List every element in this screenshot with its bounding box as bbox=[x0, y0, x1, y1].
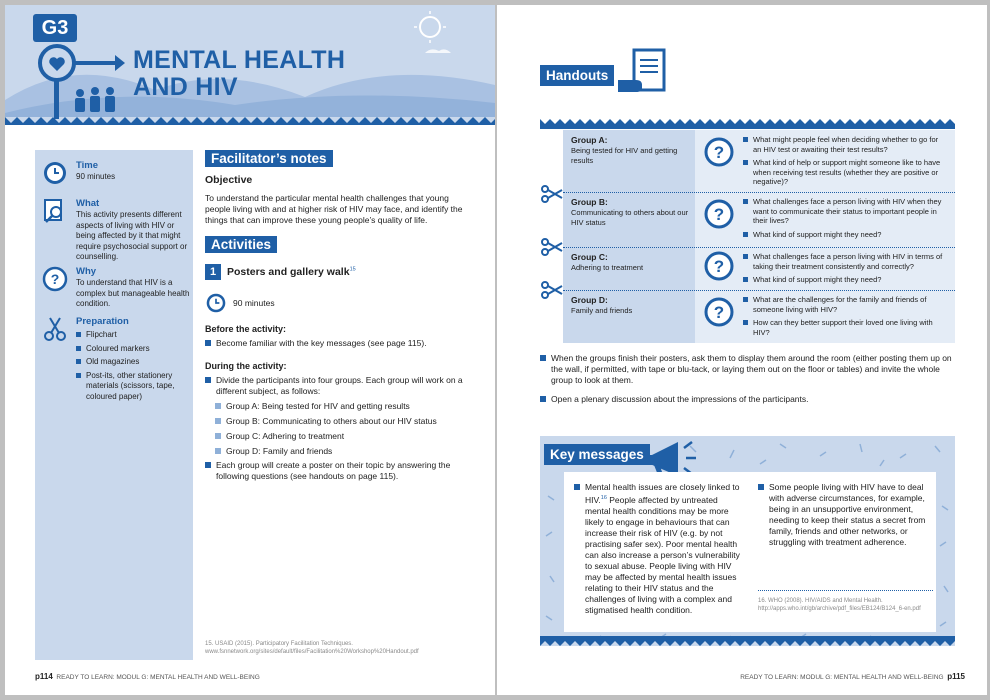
what-text: This activity presents different aspects of living with HIV or being affected by it that might require psychosocial support or counselling. bbox=[76, 210, 188, 261]
question-icon bbox=[703, 198, 735, 230]
list-item: What kind of support might they need? bbox=[743, 230, 948, 240]
page-footer: READY TO LEARN: MODUL G: MENTAL HEALTH AND WELL-BEING p115 bbox=[740, 672, 965, 681]
question-icon bbox=[703, 250, 735, 282]
key-message-left: Mental health issues are closely linked to HIV.$^{16}$ People affected by untreated mental health conditions may be more likely to engage in behaviours that can increase their risk of HIV (e.g. by not practising safer sex). Poor mental health can also increase a person’s vulnerability to sexual abuse. People living with HIV may be affected by mental health issues relating to their HIV status and the challenges of living with a complex and stigmatised health condition. bbox=[574, 482, 742, 616]
signpost-icon bbox=[35, 41, 135, 121]
svg-text:?: ? bbox=[713, 257, 725, 276]
activity-header bbox=[205, 264, 475, 280]
list-item: Open a plenary discussion about the impressions of the participants. bbox=[540, 394, 955, 405]
list-item: Each group will create a poster on their topic by answering the following questions (see handouts on page 115). bbox=[205, 460, 475, 482]
handouts-table: Group A: Being tested for HIV and getting results ? What might people feel when deciding whether to go for an HIV test or awaiting their test results? What kind of help or support might someone like to have when receiving test results (whether they are positive or negative)? Group B: Communicating to others about our HIV status ? What challenges face a person living with HIV when they want to communicate their status to important people in their lives? What kind of support might they need? Group C: Adhering to treatment ? What challenges face a person living with HIV in terms of taking their treatment consistently and correctly? What kind of support might they need? Group D: Family and friends ? What are the challenges for the family and friends of someone living with HIV? How can they better support their loved one living with HIV? bbox=[563, 130, 955, 343]
objective-text: To understand the particular mental health challenges that young people living with and at higher risk of HIV may face, and identify the things that can improve these young people’s quality of life. bbox=[205, 193, 463, 225]
facilitator-notes-heading: Facilitator’s notes bbox=[205, 150, 333, 167]
svg-text:?: ? bbox=[50, 271, 60, 287]
list-item: Old magazines bbox=[76, 357, 192, 368]
list-item: How can they better support their loved one living with HIV? bbox=[743, 318, 948, 337]
footnote: 15. USAID (2015). Participatory Facilitation Techniques. www.fsnnetwork.org/sites/default/files/Facilitation%20Workshop%20Handout.pdf bbox=[205, 641, 419, 655]
left-page bbox=[5, 5, 495, 695]
list-item: What kind of support might they need? bbox=[743, 275, 948, 285]
clock-icon bbox=[42, 160, 68, 186]
activities-heading: Activities bbox=[205, 236, 277, 253]
list-item: Group A: Being tested for HIV and getting results bbox=[215, 401, 475, 412]
module-badge: G3 bbox=[33, 14, 77, 42]
svg-text:?: ? bbox=[713, 303, 725, 322]
question-icon bbox=[42, 266, 68, 292]
key-messages-box bbox=[540, 436, 955, 646]
time-value: 90 minutes bbox=[76, 172, 116, 181]
list-item: What kind of help or support might someone like to have when receiving test results (whether they are positive or negative)? bbox=[743, 158, 948, 187]
groups-list bbox=[215, 401, 475, 457]
list-item: When the groups finish their posters, ask them to display them around the room (either posting them up on the wall, if permitted, with tape or blu-tack, or laying them out on the floor or tables) and invite the whole group to look at them. bbox=[540, 353, 955, 386]
magnifier-document-icon bbox=[42, 198, 68, 224]
list-item: Coloured markers bbox=[76, 344, 192, 355]
zigzag-border bbox=[540, 636, 955, 646]
cut-line bbox=[563, 192, 955, 193]
list-item: Group C: Adhering to treatment bbox=[215, 431, 475, 442]
list-item: What challenges face a person living with HIV in terms of taking their treatment consistently and correctly? bbox=[743, 252, 948, 271]
activity-title: Posters and gallery walk bbox=[227, 265, 350, 278]
list-item: Flipchart bbox=[76, 330, 192, 341]
activity-number: 1 bbox=[205, 264, 221, 280]
scissors-icon bbox=[541, 238, 563, 256]
list-item: Become familiar with the key messages (see page 115). bbox=[205, 338, 475, 349]
page-title: MENTAL HEALTH AND HIV bbox=[133, 46, 346, 101]
preparation-label: Preparation bbox=[76, 316, 129, 327]
activity-time: 90 minutes bbox=[205, 292, 475, 316]
scissors-icon bbox=[541, 281, 563, 299]
what-label: What bbox=[76, 198, 100, 209]
svg-text:?: ? bbox=[713, 205, 725, 224]
handout-document-icon bbox=[614, 46, 674, 106]
main-content bbox=[205, 150, 475, 482]
after-instructions bbox=[540, 350, 955, 405]
question-icon bbox=[703, 136, 735, 168]
list-item: What are the challenges for the family and friends of someone living with HIV? bbox=[743, 295, 948, 314]
footnote-ref: 15 bbox=[349, 266, 356, 273]
header-band bbox=[5, 5, 495, 125]
key-messages-content bbox=[564, 472, 936, 632]
right-page bbox=[497, 5, 987, 695]
key-messages-heading: Key messages bbox=[544, 444, 650, 465]
list-item: What challenges face a person living with HIV when they want to communicate their status to important people in their lives? bbox=[743, 197, 948, 226]
zigzag-border bbox=[540, 119, 955, 129]
page-number: p115 bbox=[947, 672, 965, 681]
objective-heading: Objective bbox=[205, 174, 253, 186]
svg-text:?: ? bbox=[713, 143, 725, 162]
clock-icon bbox=[205, 292, 227, 314]
before-heading: Before the activity: bbox=[205, 324, 287, 334]
list-item: Divide the participants into four groups. Each group will work on a different subject, as follows: bbox=[205, 375, 475, 397]
cut-line bbox=[563, 247, 955, 248]
page-footer: p114 READY TO LEARN: MODUL G: MENTAL HEALTH AND WELL-BEING bbox=[35, 672, 260, 681]
during-heading: During the activity: bbox=[205, 361, 287, 371]
cut-line bbox=[563, 290, 955, 291]
why-label: Why bbox=[76, 266, 97, 277]
page-number: p114 bbox=[35, 672, 53, 681]
key-message-right: Some people living with HIV have to deal with adverse circumstances, for example, being in an unsupportive environment, needing to keep their status a secret from family, friends and other networks, or struggling with treatment adherence. bbox=[758, 482, 928, 548]
preparation-list bbox=[76, 330, 192, 402]
before-list bbox=[205, 338, 475, 349]
time-label: Time bbox=[76, 160, 99, 171]
during-list bbox=[205, 375, 475, 397]
list-item: What might people feel when deciding whether to go for an HIV test or awaiting their test results? bbox=[743, 135, 948, 154]
scissors-icon bbox=[541, 185, 563, 203]
scissors-icon bbox=[42, 316, 68, 342]
why-text: To understand that HIV is a complex but manageable health condition. bbox=[76, 278, 190, 308]
key-footnote: 16. WHO (2008). HIV/AIDS and Mental Health. http://apps.who.int/gb/archive/pdf_files/EB124/B124_6-en.pdf bbox=[758, 590, 933, 613]
question-icon bbox=[703, 296, 735, 328]
info-sidebar bbox=[35, 150, 193, 660]
handouts-heading: Handouts bbox=[540, 65, 614, 86]
list-item: Post-its, other stationery materials (scissors, tape, coloured paper) bbox=[76, 371, 192, 403]
list-item: Group D: Family and friends bbox=[215, 446, 475, 457]
list-item: Group B: Communicating to others about our HIV status bbox=[215, 416, 475, 427]
footnote-ref: 16 bbox=[600, 495, 607, 501]
